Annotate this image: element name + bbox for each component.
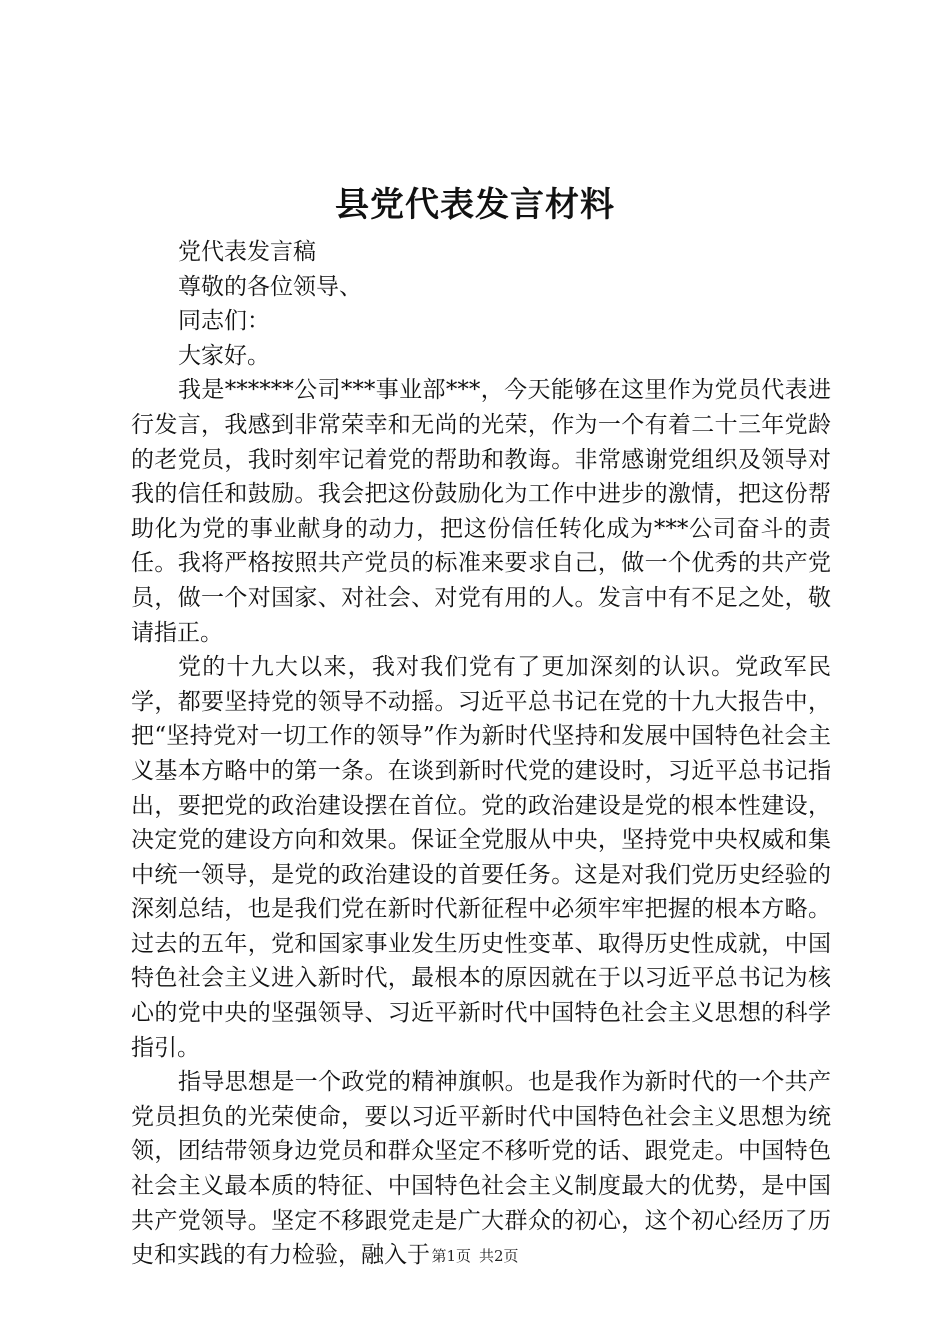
document-title: 县党代表发言材料 — [335, 185, 615, 225]
paragraph-body: 党的十九大以来，我对我们党有了更加深刻的认识。党政军民学，都要坚持党的领导不动摇。习近平总书记在党的十九大报告中，把“坚持党对一切工作的领导”作为新时代坚持和发展中国特色社会主义基本方略中的第一条。在谈到新时代党的建设时，习近平总书记指出，要把党的政治建设摆在首位。党的政治建设是党的根本性建设，决定党的建设方向和效果。保证全党服从中央，坚持党中央权威和集中统一领导，是党的政治建设的首要任务。这是对我们党历史经验的深刻总结，也是我们党在新时代新征程中必须牢牢把握的根本方略。过去的五年，党和国家事业发生历史性变革、取得历史性成就，中国特色社会主义进入新时代，最根本的原因就在于以习近平总书记为核心的党中央的坚强领导、习近平新时代中国特色社会主义思想的科学指引。 — [131, 654, 831, 1061]
paragraph-body: 指导思想是一个政党的精神旗帜。也是我作为新时代的一个共产党员担负的光荣使命，要以习近平新时代中国特色社会主义思想为统领，团结带领身边党员和群众坚定不移听党的话、跟党走。中国特色社会主义最本质的特征、中国特色社会主义制度最大的优势，是中国共产党领导。坚定不移跟党走是广大群众的初心，这个初心经历了历史和实践的有力检验，融入于 — [131, 1069, 831, 1269]
paragraph-greeting: 大家好。 — [178, 342, 270, 369]
page-number: 第1页 — [431, 1247, 471, 1265]
page-total: 共2页 — [479, 1247, 519, 1265]
paragraph-body: 我是******公司***事业部***，今天能够在这里作为党员代表进行发言，我感到非常荣幸和无尚的光荣，作为一个有着二十三年党龄的老党员，我时刻牢记着党的帮助和教诲。非常感谢党组织及领导对我的信任和鼓励。我会把这份鼓励化为工作中进步的激情，把这份帮助化为党的事业献身的动力，把这份信任转化成为***公司奋斗的责任。我将严格按照共产党员的标准来要求自己，做一个优秀的共产党员，做一个对国家、对社会、对党有用的人。发言中有不足之处，敬请指正。 — [131, 377, 831, 646]
document-body — [131, 235, 831, 1273]
paragraph-heading: 党代表发言稿 — [178, 239, 316, 265]
paragraph-salutation: 尊敬的各位领导、 — [178, 273, 362, 300]
paragraph-salutation-2: 同志们： — [178, 308, 270, 335]
page-footer — [0, 1246, 950, 1266]
